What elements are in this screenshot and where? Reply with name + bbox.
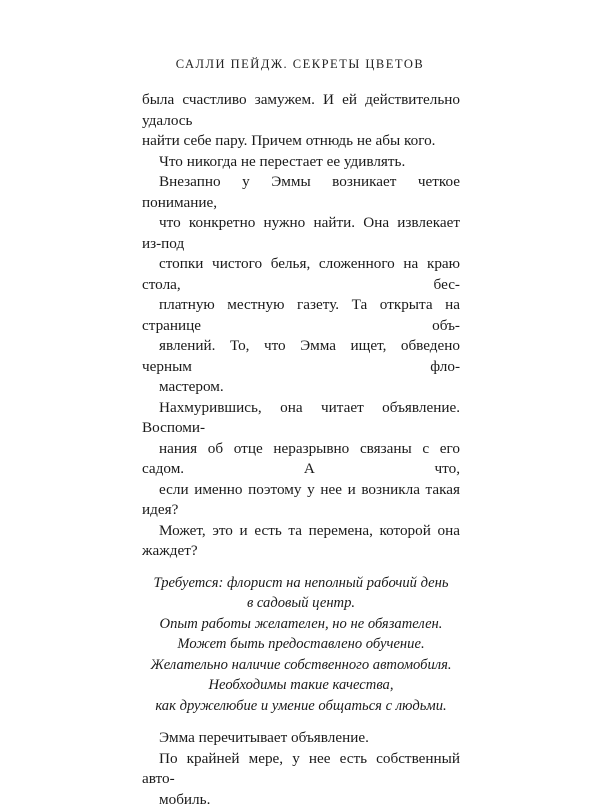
text-line: найти себе пару. Причем отнюдь не абы кого. (142, 131, 460, 152)
advert-line: Желательно наличие собственного автомобиля. (142, 655, 460, 676)
paragraph-3 (142, 172, 460, 398)
paragraph-6 (142, 749, 460, 810)
advert-line: Может быть предоставлено обучение. (142, 634, 460, 655)
text-line: Может, это и есть та перемена, которой она жаждет? (142, 521, 460, 562)
text-line: Нахмурившись, она читает объявление. Воспоми- (142, 398, 460, 439)
text-line: была счастливо замужем. И ей действительно удалось (142, 90, 460, 131)
paragraph-2 (142, 152, 460, 173)
advert-line: как дружелюбие и умение общаться с людьми. (142, 696, 460, 717)
paragraph-1 (142, 90, 460, 152)
advert-line: Необходимы такие качества, (142, 675, 460, 696)
paragraph-4 (142, 398, 460, 562)
text-line: платную местную газету. Та открыта на странице объ- (142, 295, 460, 336)
text-line: Что никогда не перестает ее удивлять. (142, 152, 460, 173)
text-line: явлений. То, что Эмма ищет, обведено черным фло- (142, 336, 460, 377)
running-head: САЛЛИ ПЕЙДЖ. СЕКРЕТЫ ЦВЕТОВ (0, 57, 600, 72)
paragraph-5 (142, 728, 460, 749)
text-line: Внезапно у Эммы возникает четкое понимание, (142, 172, 460, 213)
text-line: По крайней мере, у нее есть собственный авто- (142, 749, 460, 790)
text-line: нания об отце неразрывно связаны с его садом. А что, (142, 439, 460, 480)
text-line: стопки чистого белья, сложенного на краю стола, бес- (142, 254, 460, 295)
text-block (142, 90, 460, 810)
advert-line: Требуется: флорист на неполный рабочий день (142, 573, 460, 594)
advert-line: Опыт работы желателен, но не обязателен. (142, 614, 460, 635)
job-advertisement (142, 573, 460, 717)
text-line: если именно поэтому у нее и возникла такая идея? (142, 480, 460, 521)
text-line: мастером. (142, 377, 460, 398)
text-line: Эмма перечитывает объявление. (142, 728, 460, 749)
advert-line: в садовый центр. (142, 593, 460, 614)
text-line: что конкретно нужно найти. Она извлекает из-под (142, 213, 460, 254)
text-line: мобиль. (142, 790, 460, 810)
